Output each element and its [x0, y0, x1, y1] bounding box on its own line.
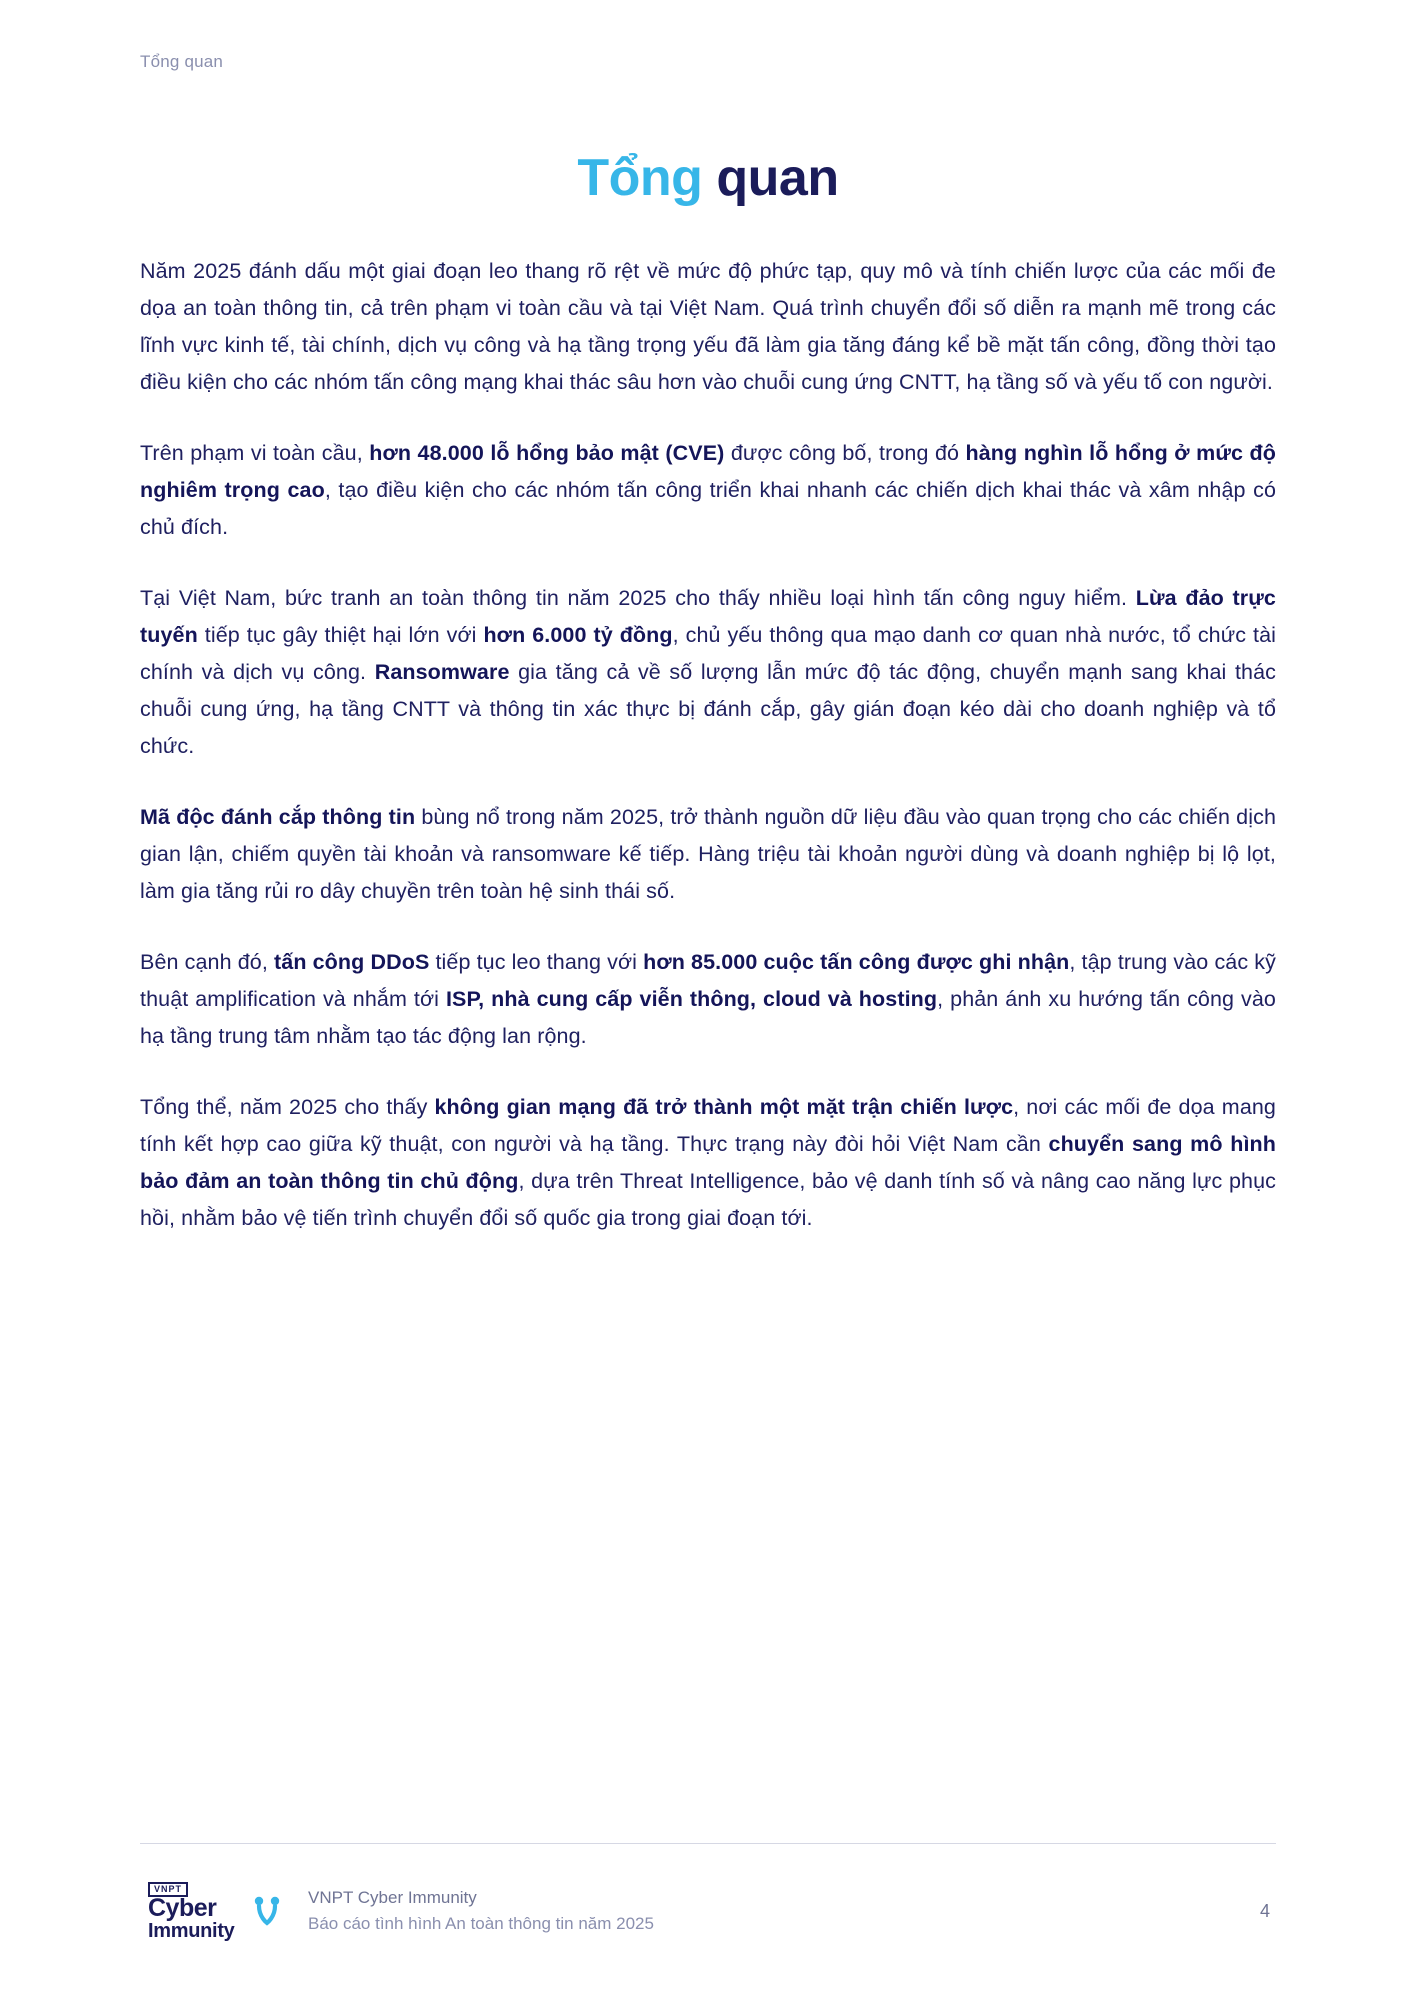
paragraph	[140, 1089, 1276, 1237]
paragraph	[140, 253, 1276, 401]
body-text: được công bố, trong đó	[724, 441, 966, 466]
footer-line-2: Báo cáo tình hình An toàn thông tin năm 2025	[308, 1914, 654, 1933]
logo-mark-icon	[250, 1894, 284, 1928]
body-text: Bên cạnh đó,	[140, 949, 274, 974]
page-title-accent: Tổng	[577, 149, 703, 207]
paragraph	[140, 435, 1276, 546]
paragraph	[140, 944, 1276, 1055]
body-text: bùng nổ trong năm 2025, trở thành nguồn dữ liệu đầu vào quan trọng cho các chiến dịch gian lận, chiếm quyền tài khoản và ransomware kế tiếp. Hàng triệu tài khoản người dùng và doanh nghiệp bị lộ lọt, làm gia tăng rủi ro dây chuyền trên toàn hệ sinh thái số.	[140, 804, 1277, 903]
emphasis-text: không gian mạng đã trở thành một mặt trận chiến lược	[434, 1094, 1014, 1119]
vnpt-cyber-immunity-logo	[140, 1880, 290, 1942]
page-title	[140, 150, 1276, 207]
body-text: gia tăng cả về số lượng lẫn mức độ tác động, chuyển mạnh sang khai thác chuỗi cung ứng, hạ tầng CNTT và thông tin xác thực bị đánh cắp, gây gián đoạn kéo dài cho doanh nghiệp và tổ chức.	[140, 659, 1276, 758]
body-text: Năm 2025 đánh dấu một giai đoạn leo thang rõ rệt về mức độ phức tạp, quy mô và tính chiến lược của các mối đe dọa an toàn thông tin, cả trên phạm vi toàn cầu và tại Việt Nam. Quá trình chuyển đổi số diễn ra mạnh mẽ trong các lĩnh vực kinh tế, tài chính, dịch vụ công và hạ tầng trọng yếu đã làm gia tăng đáng kể bề mặt tấn công, đồng thời tạo điều kiện cho các nhóm tấn công mạng khai thác sâu hơn vào chuỗi cung ứng CNTT, hạ tầng số và yếu tố con người.	[140, 259, 1276, 395]
body-text: Trên phạm vi toàn cầu,	[140, 441, 370, 466]
body-text: tiếp tục gây thiệt hại lớn với	[197, 622, 484, 647]
body-text: , phản ánh xu hướng tấn công vào hạ tầng trung tâm nhằm tạo tác động lan rộng.	[140, 986, 1276, 1048]
body-text: , tạo điều kiện cho các nhóm tấn công triển khai nhanh các chiến dịch khai thác và xâm nhập có chủ đích.	[140, 478, 1276, 539]
body-text: Tổng thể, năm 2025 cho thấy	[140, 1094, 435, 1119]
logo-line-cyber: Cyber	[148, 1894, 217, 1922]
emphasis-text: hơn 48.000 lỗ hổng bảo mật (CVE)	[369, 441, 725, 466]
logo-line-immunity: Immunity	[148, 1920, 235, 1942]
emphasis-text: chuyển sang mô hình bảo đảm an toàn thông tin chủ động	[140, 1131, 1276, 1193]
vnpt-badge: VNPT	[148, 1882, 188, 1897]
page-content	[140, 150, 1276, 1237]
body-paragraphs	[140, 253, 1276, 1236]
body-text: Tại Việt Nam, bức tranh an toàn thông tin năm 2025 cho thấy nhiều loại hình tấn công nguy hiểm.	[140, 585, 1136, 610]
page-title-rest: quan	[702, 149, 839, 207]
paragraph	[140, 799, 1276, 910]
body-text: , nơi các mối đe dọa mang tính kết hợp cao giữa kỹ thuật, con người và hạ tầng. Thực trạng này đòi hỏi Việt Nam cần	[140, 1094, 1276, 1156]
body-text: , dựa trên Threat Intelligence, bảo vệ danh tính số và nâng cao năng lực phục hồi, nhằm bảo vệ tiến trình chuyển đổi số quốc gia trong giai đoạn tới.	[140, 1168, 1277, 1230]
body-text: , chủ yếu thông qua mạo danh cơ quan nhà nước, tổ chức tài chính và dịch vụ công.	[140, 622, 1277, 684]
page-number: 4	[1259, 1900, 1270, 1921]
body-text: tiếp tục leo thang với	[429, 949, 644, 974]
emphasis-text: ISP, nhà cung cấp viễn thông, cloud và hosting	[445, 986, 938, 1011]
footer-line-1: VNPT Cyber Immunity	[308, 1887, 477, 1907]
emphasis-text: Lừa đảo trực tuyến	[140, 585, 1276, 647]
emphasis-text: hàng nghìn lỗ hổng ở mức độ nghiêm trọng cao	[140, 441, 1276, 503]
footer-text	[308, 1885, 1260, 1938]
emphasis-text: Ransomware	[374, 659, 510, 684]
emphasis-text: Mã độc đánh cắp thông tin	[140, 804, 416, 829]
running-head: Tổng quan	[140, 52, 224, 71]
emphasis-text: hơn 85.000 cuộc tấn công được ghi nhận	[643, 949, 1070, 974]
body-text: , tập trung vào các kỹ thuật amplification và nhắm tới	[140, 949, 1276, 1011]
emphasis-text: hơn 6.000 tỷ đồng	[483, 622, 673, 647]
paragraph	[140, 580, 1276, 765]
page-footer	[140, 1880, 1276, 1942]
emphasis-text: tấn công DDoS	[274, 949, 430, 974]
footer-divider	[140, 1843, 1276, 1844]
